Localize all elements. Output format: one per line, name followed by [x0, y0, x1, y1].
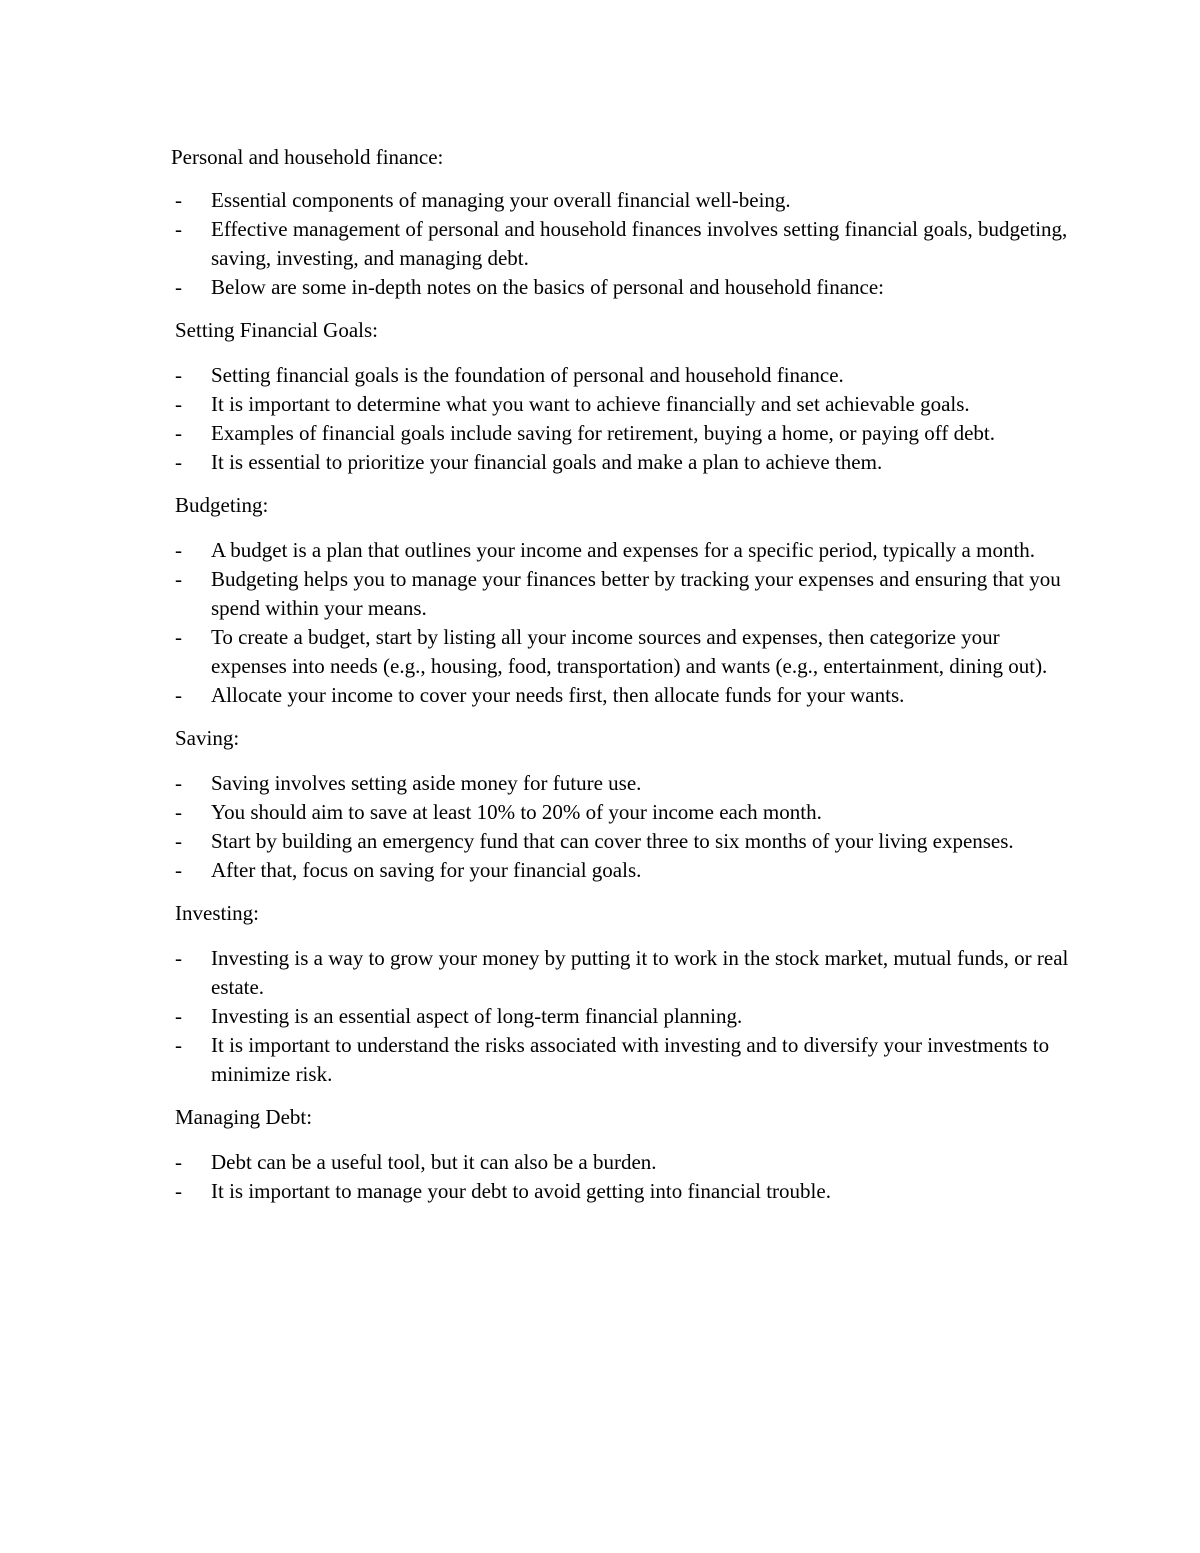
- section-saving: [171, 724, 1071, 885]
- list-item: [171, 944, 1071, 1002]
- bullet-list: [171, 361, 1071, 477]
- list-item-text: A budget is a plan that outlines your income and expenses for a specific period, typically a month.: [211, 538, 1036, 562]
- list-item-text: It is important to manage your debt to avoid getting into financial trouble.: [211, 1179, 831, 1203]
- list-item-text: Investing is a way to grow your money by putting it to work in the stock market, mutual funds, or real estate.: [211, 946, 1069, 999]
- list-item: [171, 856, 1071, 885]
- bullet-list: [171, 1148, 1071, 1206]
- list-item-text: Investing is an essential aspect of long-term financial planning.: [211, 1004, 743, 1028]
- list-item: [171, 769, 1071, 798]
- list-item: [171, 448, 1071, 477]
- section-heading: Managing Debt:: [175, 1105, 313, 1129]
- dash-marker: -: [175, 1150, 182, 1174]
- list-item-text: You should aim to save at least 10% to 20% of your income each month.: [211, 800, 822, 824]
- dash-marker: -: [175, 421, 182, 445]
- list-item: [171, 1002, 1071, 1031]
- list-item-text: Below are some in-depth notes on the basics of personal and household finance:: [211, 275, 884, 299]
- dash-marker: -: [175, 1179, 182, 1203]
- dash-marker: -: [175, 538, 182, 562]
- dash-marker: -: [175, 829, 182, 853]
- dash-marker: -: [175, 625, 182, 649]
- list-item: [171, 681, 1071, 710]
- dash-marker: -: [175, 800, 182, 824]
- list-item: [171, 186, 1071, 215]
- list-item: [171, 1031, 1071, 1089]
- bullet-list: [171, 536, 1071, 710]
- list-item-text: Setting financial goals is the foundation of personal and household finance.: [211, 363, 844, 387]
- section-managing-debt: [171, 1103, 1071, 1206]
- list-item: [171, 361, 1071, 390]
- section-heading: Setting Financial Goals:: [175, 318, 378, 342]
- dash-marker: -: [175, 1004, 182, 1028]
- bullet-list: [171, 944, 1071, 1089]
- section-heading: Saving:: [175, 726, 240, 750]
- section-setting-financial-goals: [171, 316, 1071, 477]
- list-item-text: It is important to understand the risks associated with investing and to diversify your investments to minimize risk.: [211, 1033, 1050, 1086]
- list-item-text: Allocate your income to cover your needs first, then allocate funds for your wants.: [211, 683, 905, 707]
- bullet-list: [171, 769, 1071, 885]
- list-item-text: Examples of financial goals include saving for retirement, buying a home, or paying off debt.: [211, 421, 995, 445]
- list-item-text: Effective management of personal and household finances involves setting financial goals, budgeting, saving, investing, and managing debt.: [211, 217, 1068, 270]
- section-heading: Budgeting:: [175, 493, 269, 517]
- list-item-text: It is important to determine what you want to achieve financially and set achievable goals.: [211, 392, 970, 416]
- bullet-list: [171, 186, 1071, 302]
- list-item-text: Debt can be a useful tool, but it can also be a burden.: [211, 1150, 657, 1174]
- list-item: [171, 827, 1071, 856]
- list-item: [171, 798, 1071, 827]
- list-item: [171, 565, 1071, 623]
- dash-marker: -: [175, 188, 182, 212]
- list-item-text: Essential components of managing your overall financial well-being.: [211, 188, 791, 212]
- list-item-text: Start by building an emergency fund that can cover three to six months of your living expenses.: [211, 829, 1014, 853]
- section-personal-household-finance: [171, 143, 1071, 302]
- section-budgeting: [171, 491, 1071, 710]
- dash-marker: -: [175, 946, 182, 970]
- dash-marker: -: [175, 771, 182, 795]
- dash-marker: -: [175, 275, 182, 299]
- list-item: [171, 390, 1071, 419]
- document-body: [171, 143, 1071, 1220]
- section-heading: Personal and household finance:: [171, 145, 444, 169]
- list-item: [171, 623, 1071, 681]
- list-item-text: It is essential to prioritize your financial goals and make a plan to achieve them.: [211, 450, 883, 474]
- list-item-text: Budgeting helps you to manage your finances better by tracking your expenses and ensuring that you spend within your means.: [211, 567, 1061, 620]
- list-item: [171, 1148, 1071, 1177]
- list-item-text: After that, focus on saving for your financial goals.: [211, 858, 642, 882]
- list-item: [171, 215, 1071, 273]
- list-item: [171, 419, 1071, 448]
- dash-marker: -: [175, 567, 182, 591]
- dash-marker: -: [175, 1033, 182, 1057]
- section-investing: [171, 899, 1071, 1089]
- section-heading: Investing:: [175, 901, 259, 925]
- list-item-text: Saving involves setting aside money for future use.: [211, 771, 642, 795]
- dash-marker: -: [175, 450, 182, 474]
- dash-marker: -: [175, 392, 182, 416]
- dash-marker: -: [175, 858, 182, 882]
- dash-marker: -: [175, 363, 182, 387]
- list-item-text: To create a budget, start by listing all your income sources and expenses, then categorize your expenses into needs (e.g., housing, food, transportation) and wants (e.g., entertainment, dining out).: [211, 625, 1048, 678]
- dash-marker: -: [175, 683, 182, 707]
- list-item: [171, 273, 1071, 302]
- list-item: [171, 536, 1071, 565]
- dash-marker: -: [175, 217, 182, 241]
- list-item: [171, 1177, 1071, 1206]
